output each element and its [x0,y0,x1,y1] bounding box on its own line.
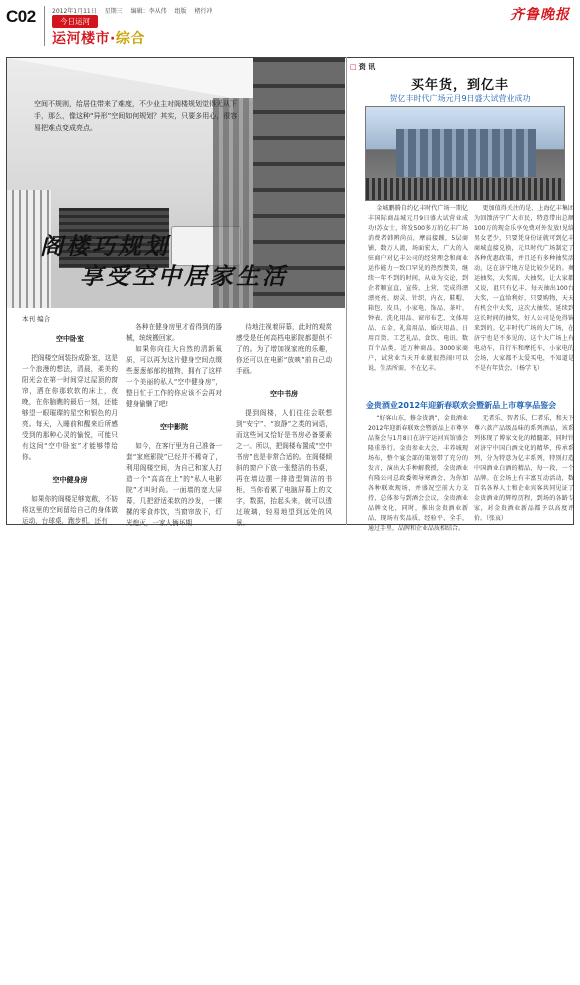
paragraph: 金城鹏腾自约亿丰时代广场一期亿丰国际商品城元月9日盛大试营业成功!苏女士，将发500多万的亿丰广场消费者韩辨尚员，摩肩接踵，5层商铺，数万人流，场面宏大，广大的入驻商户对亿丰公司的经营理念和商业运作能力一致口罕见的热烈赞美，继续一年不到的时间，从业为交论，到企者顺宣直，宣传，上营，完成得漂漂亮亮。厨灵、针织、内衣、鞋帽、箱包、皮具，小家电、饰品、茶叶，钟表、洗化用品、窗帘布艺、文体用品、五金、礼盒用品、婚庆用品、日用百货、工艺礼品、食饮、电讯、数百个品类，近万种商品，3000家商户，试营业当天开业就很热闹!可以说，生活所需，不在亿丰。 [368,205,468,372]
paper-logo: 齐鲁晚报 [510,7,570,23]
news-tag-label: 资 讯 [358,63,376,71]
news-1-column-1 [368,204,468,374]
section-title [52,28,145,48]
feature-headline-line-1: 阁楼巧规划 [40,233,170,260]
news-1-column-2 [474,204,574,374]
feature-intro: 空间不规则，给居住带来了难度，不少业主对阁楼规划觉得无从下手，那么，像这种“异形”空间如何规划？其实，只要多用心，很容易把难点变成亮点。 [34,100,238,132]
news-title-1: 买年货，到亿丰 [410,78,509,93]
paragraph: “好客山东，修金贵酒”，金贵酒业2012年迎新春联欢会暨新品上市尊享品鉴会与1月8日在济宁运河宾馆盛会隆重举行。金贵参业大会，丰养城现场布，整个宴会部的策划带了充分的发言，演出大手种解教授，金贵酒业有隆公司总政委领导寒酒会，为你加各种联欢现场，并盛况空前大力支持，总体参与到酒会会议，金贵酒业品牌文化，同时，推出金贵酒业新品，现场有奖品质，经验平，全手，通过手里，品牌和企业品质相结合。 [368,415,468,532]
feature-column-3 [236,322,332,529]
paragraph: 如果你向往大自然的清新氧质，可以再为这片健身空间点缀些葱葱郁郁的植物，拥有了这样一个美丽的私人“空中健身房”，整日忙于工作的你应该不会再对健身偷懒了吧! [126,345,222,408]
section-title-main: 运河楼市· [52,31,116,47]
subhead-bedroom: 空中卧室 [56,335,84,343]
feature-headline-line-2: 享受空中居家生活 [80,263,288,290]
issue-proofreader: 楮行冲 [194,8,213,15]
subhead-study: 空中书房 [270,390,298,398]
header-divider [44,6,45,46]
paragraph: 如今，在客厅里为自己准备一套“家庭影院”已经并不稀奇了，利用阁楼空间，为自己和家人打造一个“高高在上”的“私人电影院”才叫时尚。一面墙的宽大屏幕，几把舒适柔软的沙发，一摞摞的零食炸饮，当窗帘放下，灯光熄灭，一家人俩坏期 [126,442,222,527]
news-title-2: 金贵酒业2012年迎新春联欢会暨新品上市尊享品鉴会 [365,401,557,410]
issue-layout: 组版 [174,8,187,15]
paragraph: 待地注视着屏幕，此时的观赏感受是任何高档电影院都提供不了的。为了增加视家庭的乐趣，你还可以在电影“放映”前自己动手画。 [236,323,332,375]
paragraph: 更加值得关注的是，上海亿丰集团为回馈济宁广大市民，特意带出总额100万的现金乐享免费对外发放!见给男女老少，只要凭身份证就可到亿丰商城直接兑换，元旦时代广场制定了各种优惠政策，并且还有多种抽奖活动，这在济宁地方是比较少见的。奥运抽奖，大奖需，大抽奖，让大家都又说，诅只有亿丰、每天抽出100台大奖，一直给利好，只要购物，天天有机会中大奖，这次大抽奖，延续到这长时间的抽奖，好人公司是免得锦来到的。亿丰时代广场的大广场，在济宁也是不多见的，这个大广场上有电动车，自行车和摩托车，小家电的会场，大家都不太爱买电，不知道是不是有年货会。（杨学飞） [474,205,574,372]
paragraph: 如果你的阁楼足够宽敞，不妨将这里的空间留给自己的身体做运动，台球桌，跑步机，还有 [22,495,118,525]
feature-headline [40,232,340,292]
feature-column-1 [22,322,118,527]
subhead-gym: 空中健身房 [52,476,88,484]
mall-photo [365,106,565,201]
page-number: C02 [6,7,36,26]
paragraph: 无者乐、智者乐，仁者乐，和天下尊六款产品级品味的系列酒品，该系列体现了博家文化的精髓部，同时针对济宁中国白酒文化的精华，传承系列，分为特意为亿丰系列，特别打造中国酒业白酒的精品，每一段，一个品牌。在会场上有丰富互动活动，数百名各界人士和企业宾客共同见证了金贵酒业的辉煌历程，到场的各路专家，对金贵酒业新品都予以高度评价。（张哀） [474,415,574,522]
news-tag-box-icon: □ [350,63,357,71]
paragraph: 把阁楼空间装扮成卧室，这是一个浪漫的想法，清晨，柔美的阳光会在第一时间穿过屋顶的窗帘，洒在你那软软的床上，夜晚，在你脑瞧的最后一刻，还能够望一眼璀璨的星空和银色的月亮。每天，入睡前和醒来后所感受到的那种心灵的愉悦，可能只有这间“空中卧室”才能够带给你。 [22,354,118,461]
issue-meta [52,6,218,15]
mall-crowd [366,178,565,200]
paragraph: 提到阁楼，人们往往会联想到“安宁”、“寂静”之类的词语，而这些词又恰好是书房必备要素之一。所以，把阁楼布置成“空中书房”也是非常合适的。在阁楼倾斜的窗户下放一张整洁的书桌，再在墙边摆一排造型简洁的书柜，当你看累了电脑屏幕上的文字，数据，抬起头来，就可以透过玻璃，轻易地望到远处的风景。 [236,409,332,527]
issue-date: 2012年1月11日 [52,8,97,15]
news-subtitle-1: 贺亿丰时代广场元月9日盛大试营业成功 [389,94,531,103]
mall-building [396,129,536,177]
news-2-column-2 [474,414,574,524]
feature-byline: 本刊 编合 [22,315,51,323]
subhead-cinema: 空中影院 [160,423,188,431]
issue-editor: 编辑：李从伟 [130,8,167,15]
section-title-sub: 综合 [115,31,145,47]
news-2-column-1 [368,414,468,534]
news-tag [350,62,375,72]
page-header [0,0,580,52]
feature-column-2 [126,322,222,529]
issue-weekday: 星期三 [104,8,123,15]
column-badge: 今日运河 [52,15,98,28]
paragraph: 各种在健身房里才看得到的器械，统统搬回家。 [126,323,222,342]
column-divider [346,57,347,525]
